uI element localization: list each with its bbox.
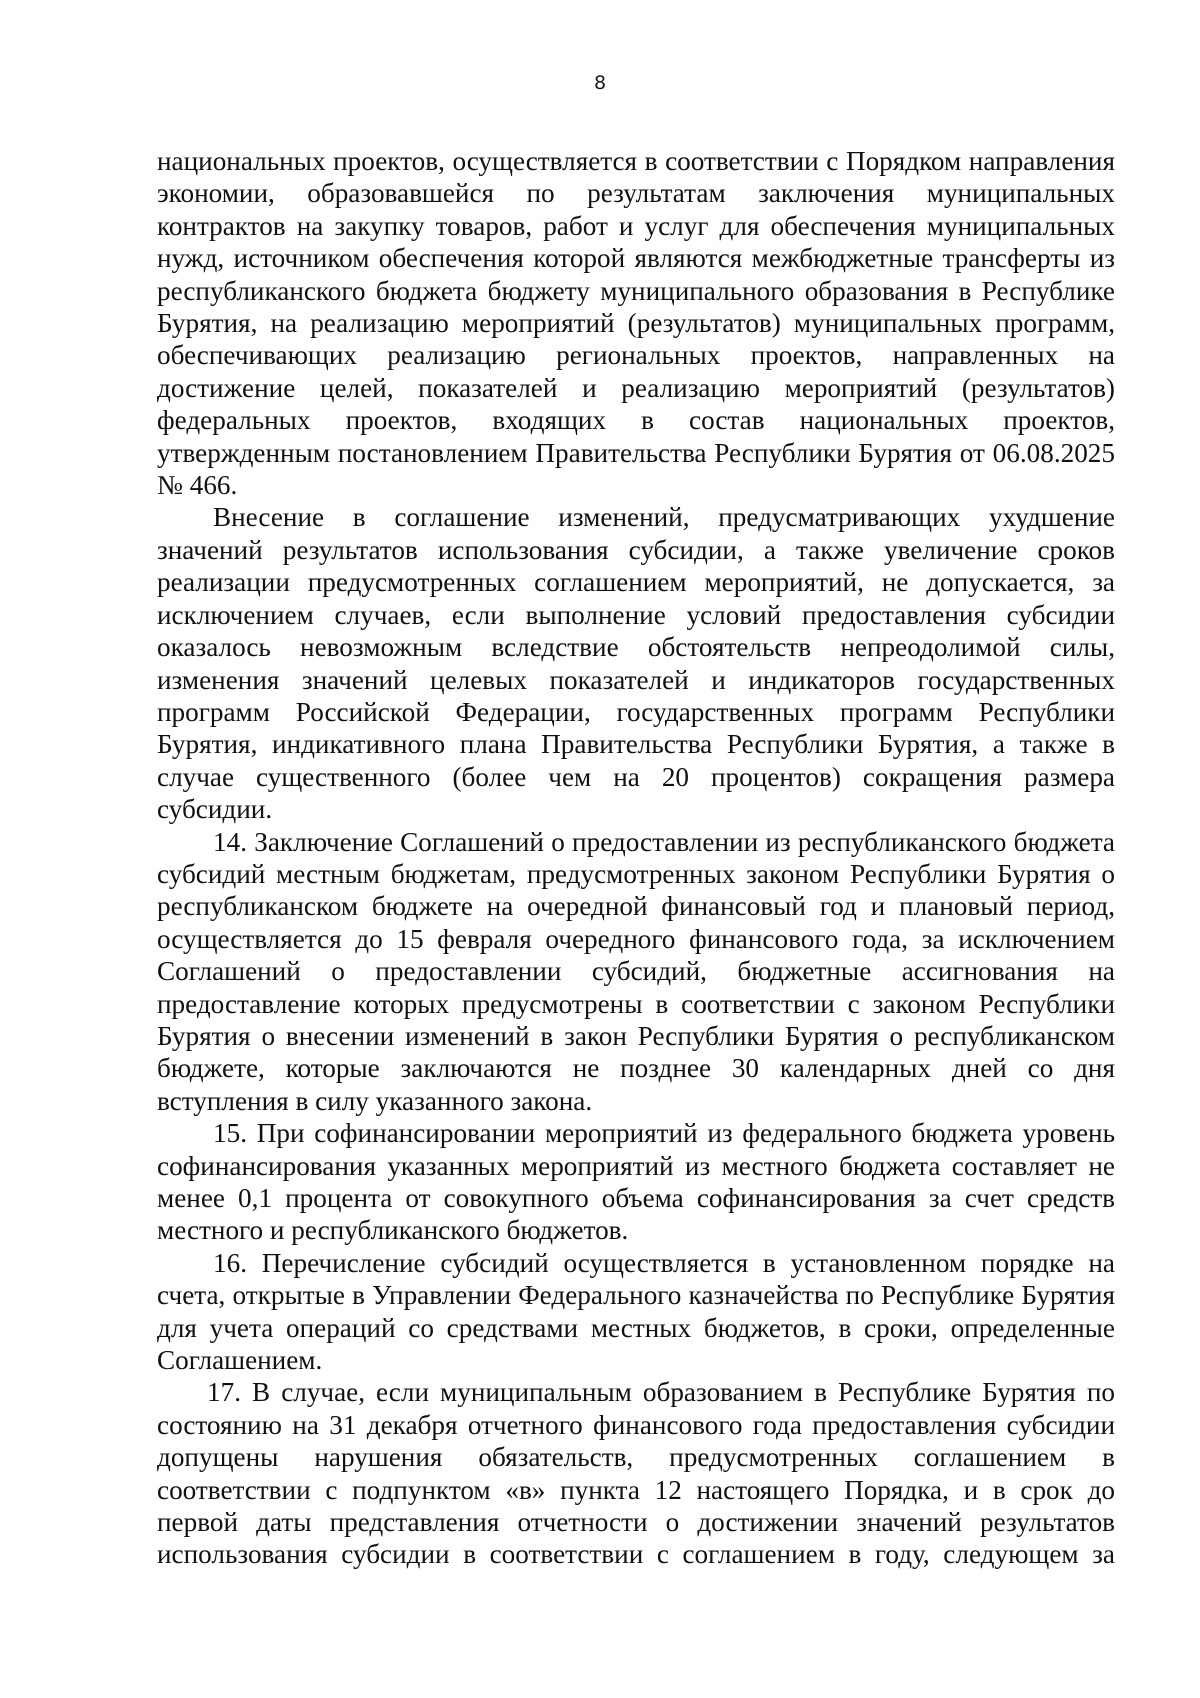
paragraph-item-17: 17. В случае, если муниципальным образованием в Республике Бурятия по состоянию на 31 декабря отчетного финансового года предоставления субсидии допущены нарушения обязательств, предусмотренных соглашением в соответствии с подпунктом «в» пункта 12 настоящего Порядка, и в срок до первой даты представления отчетности о достижении значений результатов использования субсидии в соответствии с соглашением в году, следующем за — [157, 1377, 1115, 1570]
paragraph-item-16: 16. Перечисление субсидий осуществляется в установленном порядке на счета, открытые в Управлении Федерального казначейства по Республике Бурятия для учета операций со средствами местных бюджетов, в сроки, определенные Соглашением. — [157, 1247, 1115, 1376]
paragraph-item-14: 14. Заключение Соглашений о предоставлении из республиканского бюджета субсидий местным бюджетам, предусмотренных законом Республики Бурятия о республиканском бюджете на очередной финансовый год и плановый период, осуществляется до 15 февраля очередного финансового года, за исключением Соглашений о предоставлении субсидий, бюджетные ассигнования на предоставление которых предусмотрены в соответствии с законом Республики Бурятия о внесении изменений в закон Республики Бурятия о республиканском бюджете, которые заключаются не позднее 30 календарных дней со дня вступления в силу указанного закона. — [157, 826, 1115, 1116]
paragraph-item-15: 15. При софинансировании мероприятий из федерального бюджета уровень софинансирования указанных мероприятий из местного бюджета составляет не менее 0,1 процента от совокупного объема софинансирования за счет средств местного и республиканского бюджетов. — [157, 1118, 1115, 1246]
paragraph-amendments: Внесение в соглашение изменений, предусматривающих ухудшение значений результатов использования субсидии, а также увеличение сроков реализации предусмотренных соглашением мероприятий, не допускается, за исключением случаев, если выполнение условий предоставления субсидии оказалось невозможным вследствие обстоятельств непреодолимой силы, изменения значений целевых показателей и индикаторов государственных программ Российской Федерации, государственных программ Республики Бурятия, индикативного плана Правительства Республики Бурятия, а также в случае существенного (более чем на 20 процентов) сокращения размера субсидии. — [157, 502, 1115, 825]
page-number: 8 — [593, 72, 607, 94]
paragraph-continuation: национальных проектов, осуществляется в соответствии с Порядком направления экономии, образовавшейся по результатам заключения муниципальных контрактов на закупку товаров, работ и услуг для обеспечения муниципальных нужд, источником обеспечения которой являются межбюджетные трансферты из республиканского бюджета бюджету муниципального образования в Республике Бурятия, на реализацию мероприятий (результатов) муниципальных программ, обеспечивающих реализацию региональных проектов, направленных на достижение целей, показателей и реализацию мероприятий (результатов) федеральных проектов, входящих в состав национальных проектов, утвержденным постановлением Правительства Республики Бурятия от 06.08.2025 № 466. — [157, 146, 1115, 501]
document-body — [157, 145, 1115, 1571]
